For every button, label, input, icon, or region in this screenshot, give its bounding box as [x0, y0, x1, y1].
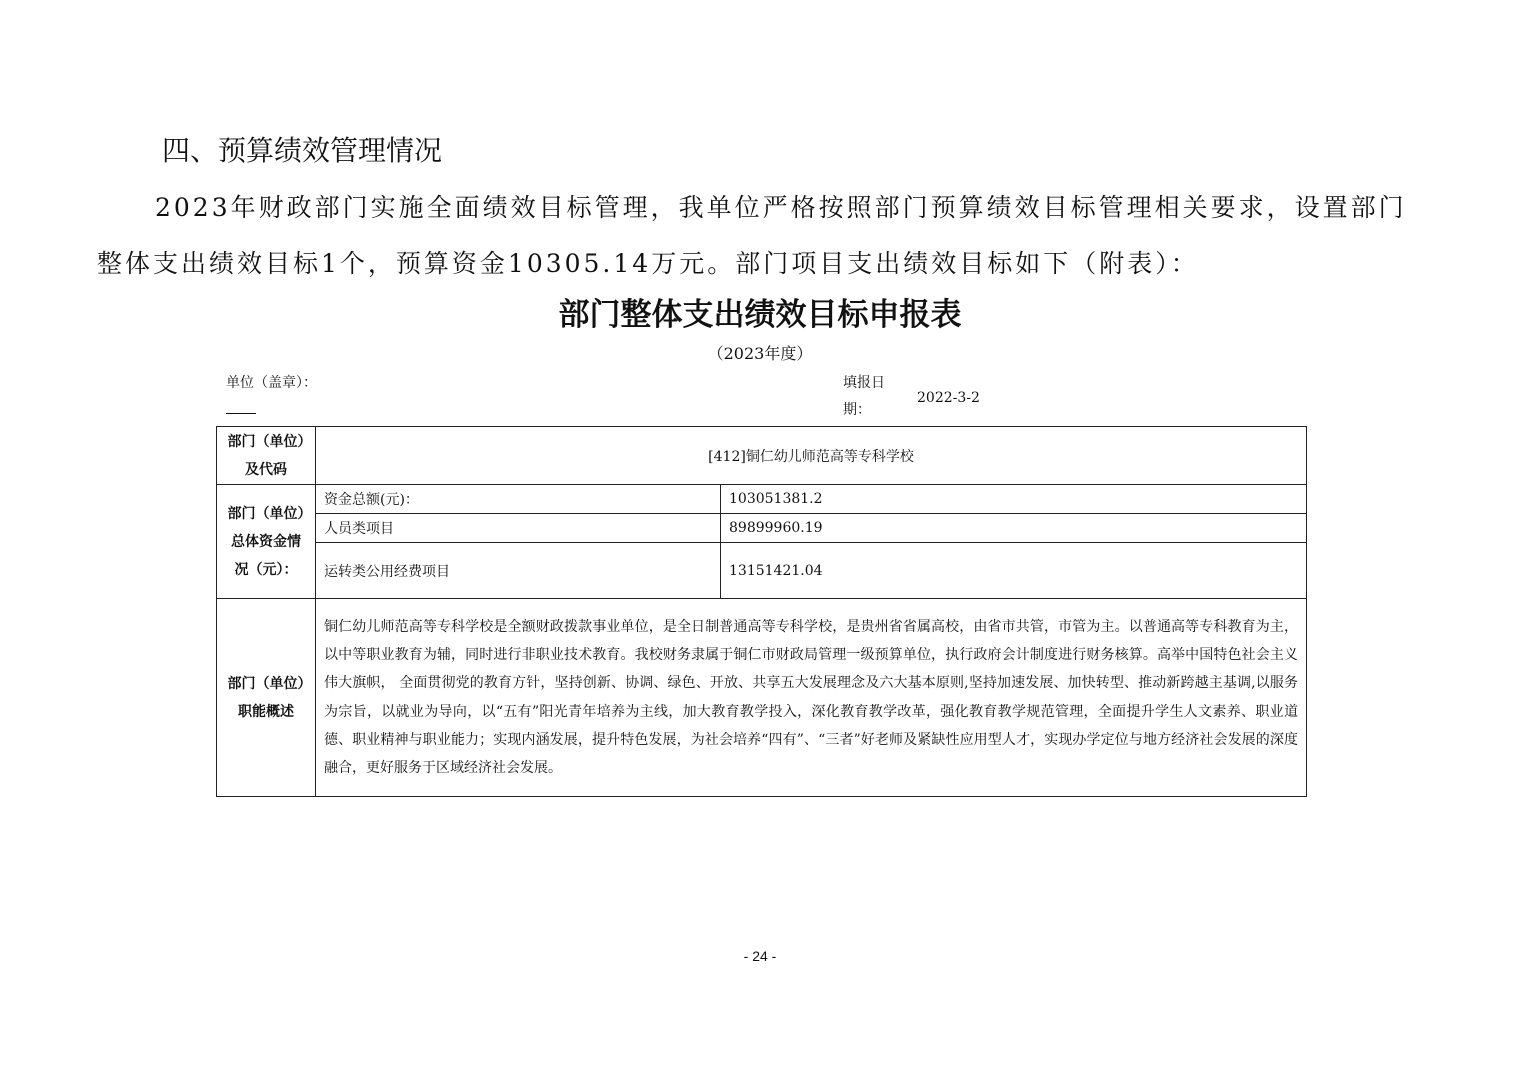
dept-code-label: 部门（单位）及代码 [217, 427, 316, 485]
total-funds-label: 资金总额(元)： [316, 485, 721, 514]
dept-code-value: [412]铜仁幼儿师范高等专科学校 [316, 427, 1307, 485]
intro-paragraph: 2023年财政部门实施全面绩效目标管理，我单位严格按照部门预算绩效目标管理相关要求，设置部门整体支出绩效目标1个，预算资金10305.14万元。部门项目支出绩效目标如下（附表）： [97, 193, 1407, 278]
fill-date-value: 2022-3-2 [917, 390, 980, 406]
funds-label: 部门（单位）总体资金情况（元）： [217, 485, 316, 599]
fill-date-label: 填报日期： [843, 375, 885, 418]
function-label: 部门（单位）职能概述 [217, 599, 316, 797]
budget-target-table [216, 426, 1307, 797]
unit-stamp-blank [226, 401, 256, 414]
unit-stamp-label [226, 370, 336, 424]
table-year: （2023年度） [707, 344, 813, 363]
page-number: - 24 - [743, 948, 777, 964]
personnel-value: 89899960.19 [721, 514, 1307, 543]
table-title: 部门整体支出绩效目标申报表 [558, 297, 962, 333]
total-funds-value: 103051381.2 [721, 485, 1307, 514]
operating-label: 运转类公用经费项目 [316, 543, 721, 599]
operating-value: 13151421.04 [721, 543, 1307, 599]
personnel-label: 人员类项目 [316, 514, 721, 543]
function-description: 铜仁幼儿师范高等专科学校是全额财政拨款事业单位，是全日制普通高等专科学校，是贵州省省属高校，由省市共管，市管为主。以普通高等专科教育为主，以中等职业教育为辅，同时进行非职业技术教育。我校财务隶属于铜仁市财政局管理一级预算单位，执行政府会计制度进行财务核算。高举中国特色社会主义伟大旗帜， 全面贯彻党的教育方针，坚持创新、协调、绿色、开放、共享五大发展理念及六大基本原则,坚持加速发展、加快转型、推动新跨越主基调,以服务为宗旨，以就业为导向，以“五有”阳光青年培养为主线，加大教育教学投入，深化教育教学改革，强化教育教学规范管理，全面提升学生人文素养、职业道德、职业精神与职业能力；实现内涵发展，提升特色发展，为社会培养“四有”、“三者”好老师及紧缺性应用型人才，实现办学定位与地方经济社会发展的深度融合，更好服务于区域经济社会发展。 [316, 599, 1307, 797]
unit-stamp-label-text: 单位（盖章）： [226, 375, 317, 391]
intro-paragraph-block [97, 180, 1433, 292]
section-heading: 四、预算绩效管理情况 [162, 134, 443, 167]
